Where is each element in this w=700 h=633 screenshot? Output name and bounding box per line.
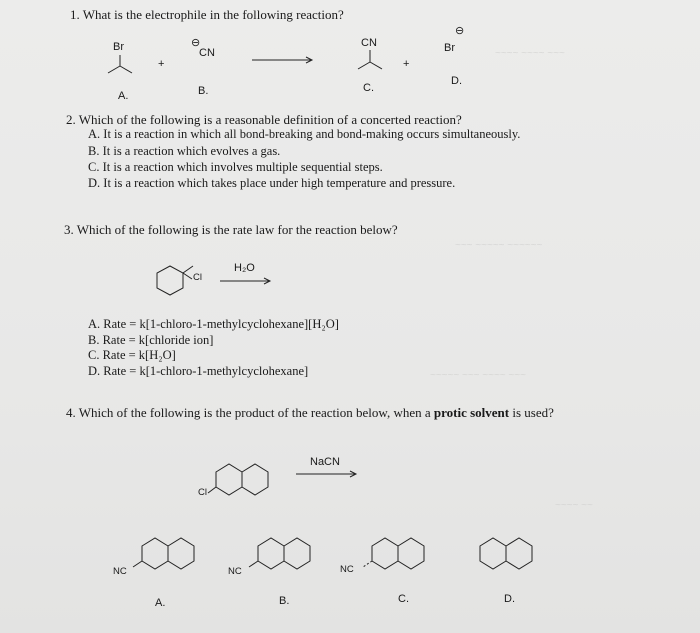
q1-plus-sign: + (158, 58, 165, 70)
bleed-through-text: ~~~~~ ~~~ ~~~~ ~~~ (430, 370, 526, 381)
q4-c-nitrile-label: NC (340, 564, 354, 575)
q3-water-reagent: H₂O (234, 262, 255, 274)
q4-question-text: 4. Which of the following is the product of the reaction below, when a (66, 405, 434, 420)
q3-option-c[interactable]: C. Rate = k[H₂O] (88, 348, 176, 362)
q1-negative-charge: ⊖ (191, 37, 201, 49)
q4-chlorine-label: Cl (198, 487, 207, 498)
q4-b-nitrile-label: NC (228, 566, 242, 577)
q4-reactant-decalin (208, 464, 268, 495)
q4-question (66, 405, 554, 421)
q4-structure-c (363, 538, 424, 569)
q1-question: 1. What is the electrophile in the following reaction? (70, 7, 344, 22)
q4-question-emphasis: protic solvent (433, 405, 510, 420)
q1-structure-c (358, 50, 382, 69)
q1-negative-charge-2: ⊖ (455, 25, 465, 37)
bleed-through-text: ~~~ ~~~~~ ~~~~~~ (455, 240, 543, 251)
q4-option-d[interactable]: D. (504, 593, 515, 605)
q3-option-a[interactable]: A. Rate = k[1-chloro-1-methylcyclohexane][H₂O] (88, 317, 339, 331)
q1-cyanide-label: CN (199, 47, 215, 59)
q3-chlorine-label: Cl (193, 272, 202, 283)
bleed-through-text: ~~~~ ~~~~ ~~~ (495, 48, 565, 59)
q4-a-nitrile-label: NC (113, 566, 127, 577)
q3-cyclohexane (157, 266, 193, 295)
q1-bromine-label: Br (113, 41, 124, 53)
q4-question-suffix: is used? (509, 405, 554, 420)
q3-reaction-arrow (220, 278, 270, 284)
q3-option-b[interactable]: B. Rate = k[chloride ion] (88, 333, 214, 347)
q1-option-a[interactable]: A. (118, 90, 129, 102)
q1-reaction-arrow (252, 57, 312, 63)
q2-option-d[interactable]: D. It is a reaction which takes place under high temperature and pressure. (88, 176, 456, 190)
q1-plus-sign-2: + (403, 58, 410, 70)
q1-product-cn-label: CN (361, 37, 377, 49)
q3-question: 3. Which of the following is the rate law for the reaction below? (64, 222, 398, 237)
q3-option-d[interactable]: D. Rate = k[1-chloro-1-methylcyclohexane] (88, 364, 309, 378)
q2-option-b[interactable]: B. It is a reaction which evolves a gas. (88, 144, 281, 158)
q4-reaction-arrow (296, 471, 356, 477)
q2-option-c[interactable]: C. It is a reaction which involves multiple sequential steps. (88, 160, 383, 174)
q4-option-b[interactable]: B. (279, 595, 290, 607)
q2-option-a[interactable]: A. It is a reaction in which all bond-breaking and bond-making occurs simultaneously. (88, 127, 521, 141)
q1-option-c[interactable]: C. (363, 82, 374, 94)
q1-structure-a (108, 55, 132, 73)
q4-structure-a (133, 538, 194, 569)
q4-option-c[interactable]: C. (398, 593, 409, 605)
q1-bromide-label: Br (444, 42, 455, 54)
bleed-through-text: ~~~~ ~~ (555, 500, 593, 511)
q1-option-d[interactable]: D. (451, 75, 462, 87)
q2-question: 2. Which of the following is a reasonable definition of a concerted reaction? (66, 112, 462, 127)
q4-structure-b (249, 538, 310, 569)
q4-reagent-nacn: NaCN (310, 456, 340, 468)
q1-option-b[interactable]: B. (198, 85, 209, 97)
q4-structure-d (480, 538, 532, 569)
q4-option-a[interactable]: A. (155, 597, 166, 609)
